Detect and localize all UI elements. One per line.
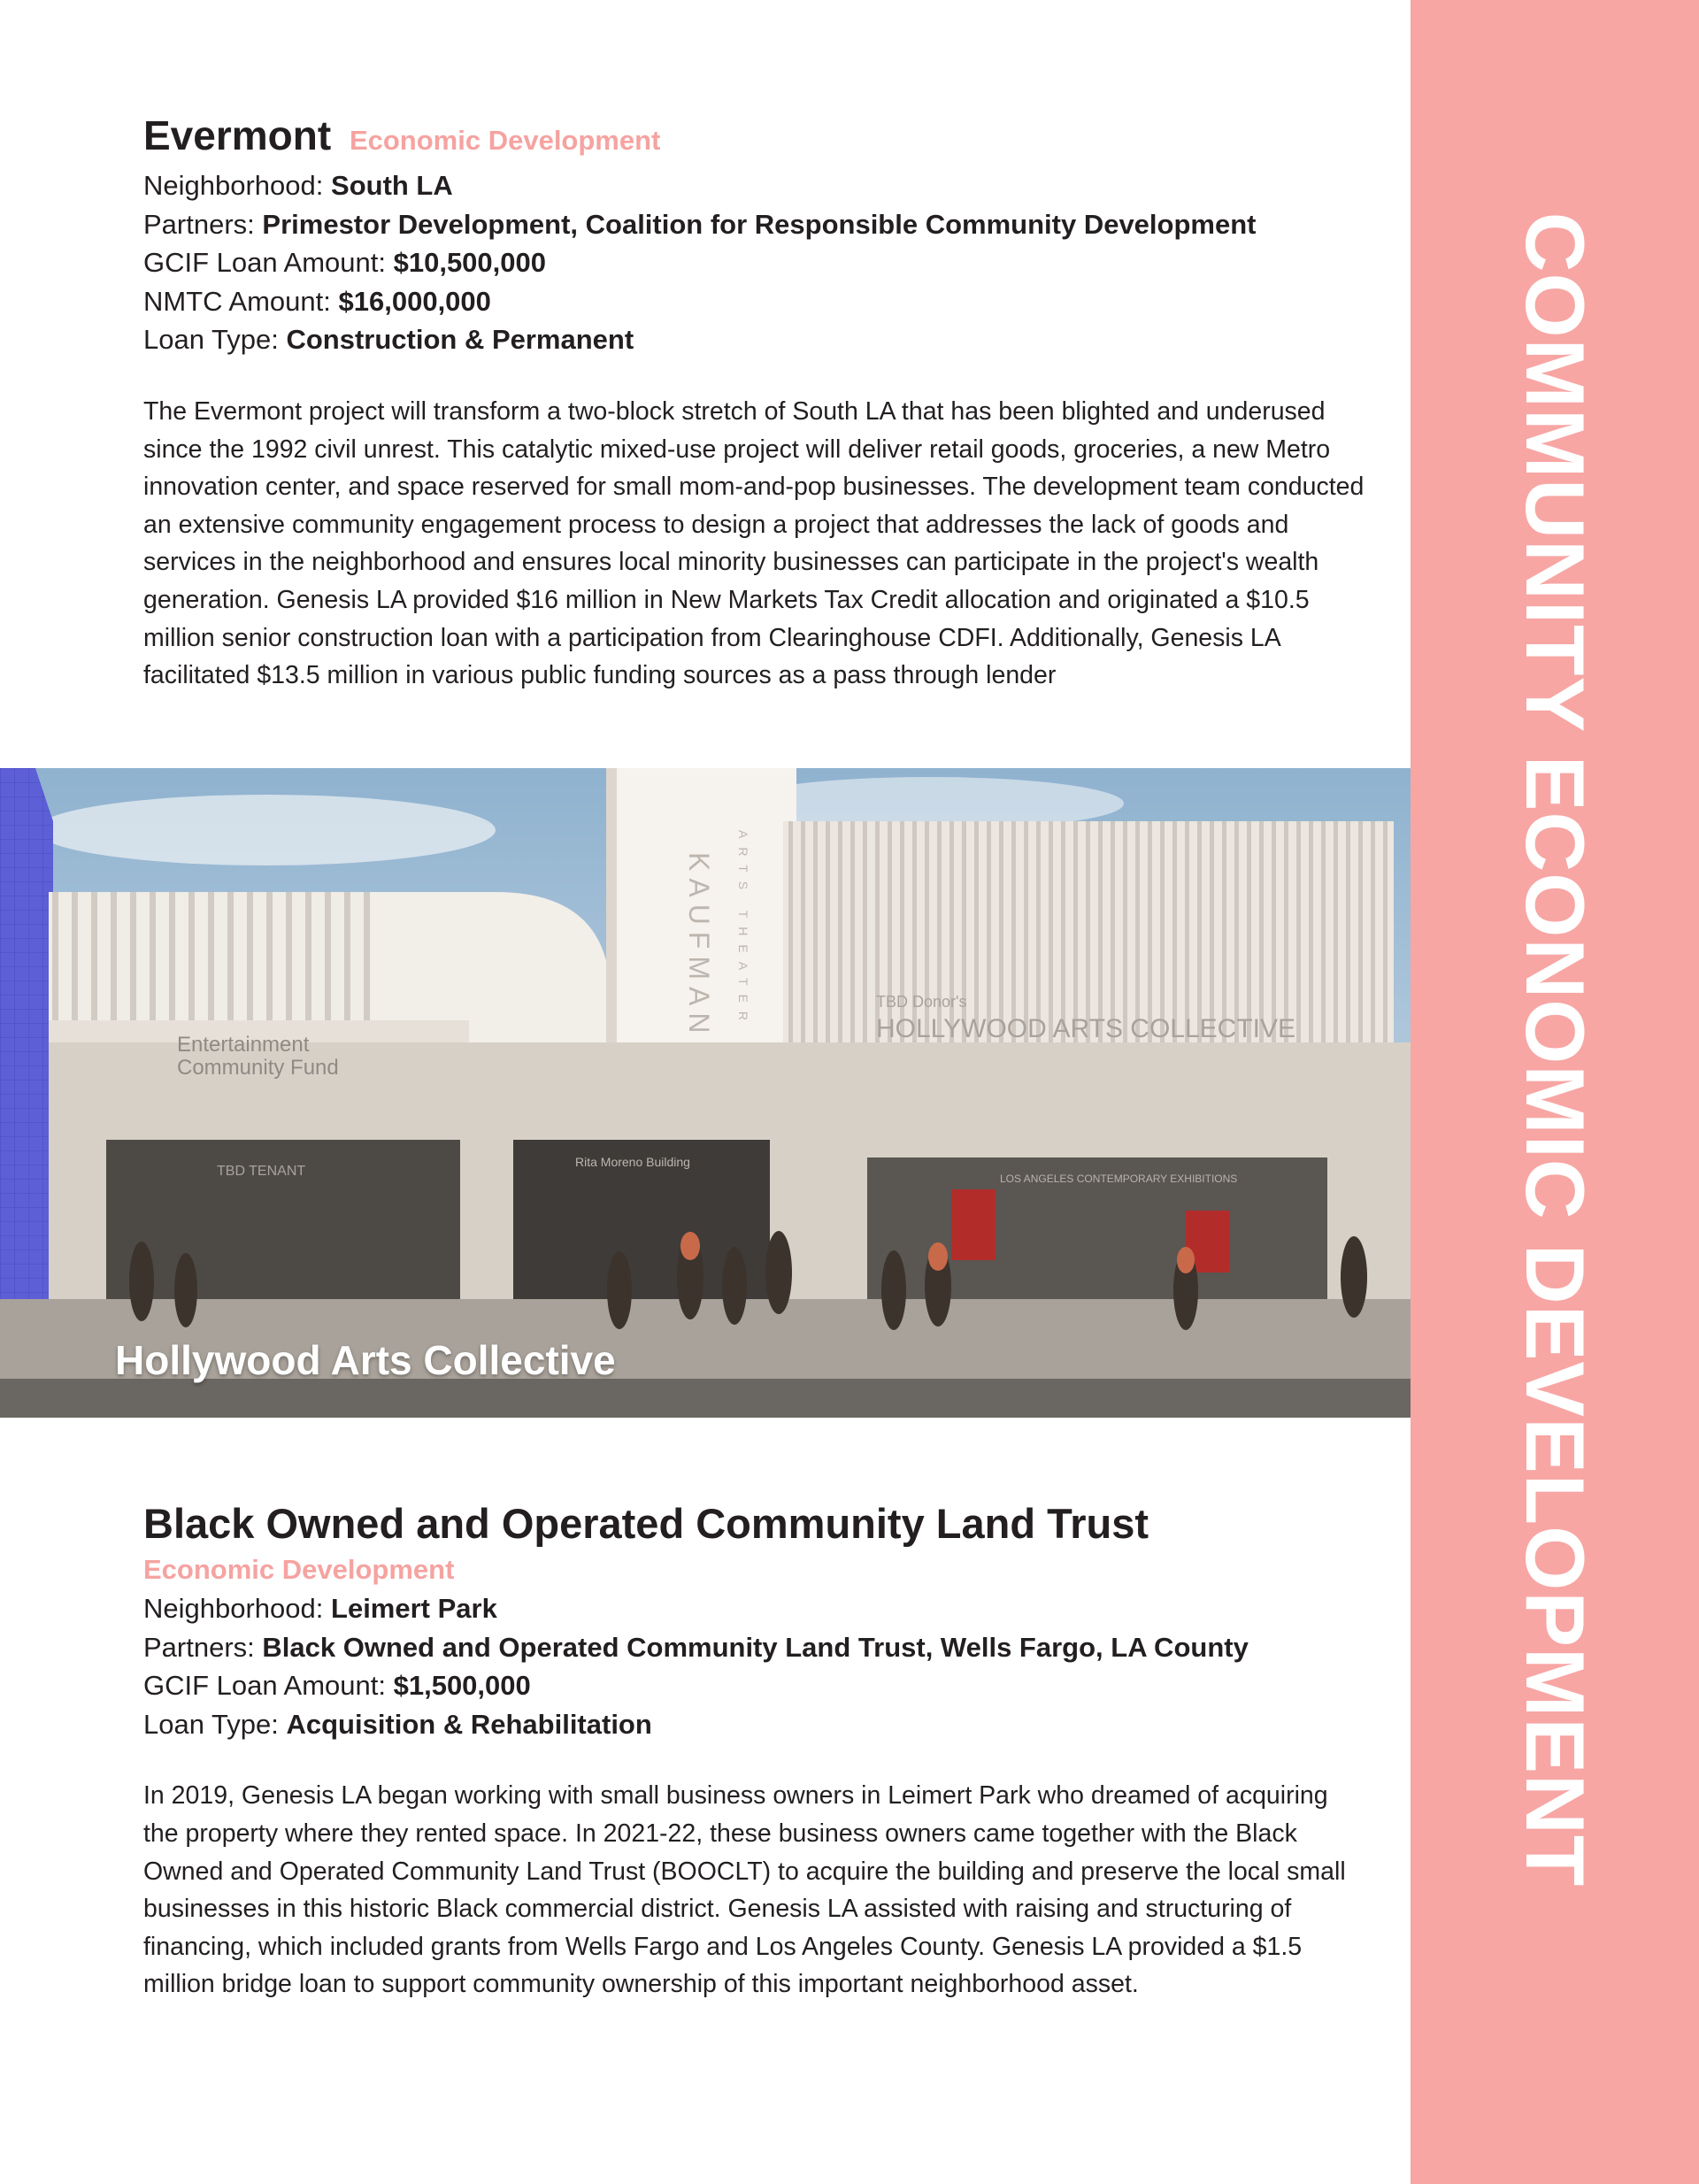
neighborhood-value: Leimert Park (331, 1593, 497, 1624)
sign-kaufman: KAUFMAN (683, 852, 715, 1041)
loan-amount-value: $1,500,000 (393, 1670, 531, 1702)
partners-line: Partners: Black Owned and Operated Community Land Trust, Wells Fargo, LA County (143, 1631, 1249, 1663)
sign-donors: TBD Donor's (876, 993, 967, 1011)
building-illustration (0, 768, 1411, 1418)
sign-tenant: TBD TENANT (217, 1164, 306, 1179)
loan-type-value: Construction & Permanent (286, 324, 634, 356)
neighborhood-value: South LA (331, 170, 453, 201)
partners-line: Partners: Primestor Development, Coalition for Responsible Community Development (143, 208, 1257, 240)
sign-arts-theater: ARTS THEATER (736, 830, 750, 1030)
project-title: Black Owned and Operated Community Land Trust (143, 1500, 1149, 1547)
sign-hollywood-arts-collective: HOLLYWOOD ARTS COLLECTIVE (876, 1014, 1296, 1043)
loan-amount-value: $10,500,000 (393, 247, 547, 279)
partners-value: Black Owned and Operated Community Land Trust, Wells Fargo, LA County (262, 1631, 1249, 1663)
loan-type-line: Loan Type: Acquisition & Rehabilitation (143, 1708, 652, 1740)
project-category: Economic Development (349, 125, 661, 156)
sign-entertainment: Entertainment (177, 1033, 310, 1057)
project-title: Evermont (143, 112, 332, 158)
sidebar-title: COMMUNITY ECONOMIC DEVELOPMENT (1509, 211, 1602, 1888)
nmtc-amount-value: $16,000,000 (338, 285, 491, 317)
loan-amount-line: GCIF Loan Amount: $10,500,000 (143, 247, 547, 279)
sign-rita-moreno: Rita Moreno Building (575, 1155, 690, 1169)
loan-amount-line: GCIF Loan Amount: $1,500,000 (143, 1670, 531, 1702)
sign-lace: LOS ANGELES CONTEMPORARY EXHIBITIONS (1000, 1173, 1238, 1185)
project-evermont (143, 110, 1365, 695)
neighborhood-line: Neighborhood: South LA (143, 170, 453, 201)
project-header (143, 110, 1365, 166)
project-booclt (143, 1497, 1365, 2003)
project-description: In 2019, Genesis LA began working with small business owners in Leimert Park who dreamed of acquiring the property where they rented space. In 2021-22, these business owners came together with the Black Owned and Operated Community Land Trust (BOOCLT) to acquire the building and preserve the local small businesses in this historic Black commercial district. Genesis LA assisted with raising and structuring of financing, which included grants from Wells Fargo and Los Angeles County. Genesis LA provided a $1.5 million bridge loan to support community ownership of this important neighborhood asset. (143, 1781, 1346, 1999)
loan-type-value: Acquisition & Rehabilitation (286, 1708, 652, 1740)
partners-value: Primestor Development, Coalition for Responsible Community Development (262, 208, 1257, 240)
project-description: The Evermont project will transform a two-block stretch of South LA that has been blighted and underused since the 1992 civil unrest. This catalytic mixed-use project will deliver retail goods, groceries, a new Metro innovation center, and space reserved for small mom-and-pop businesses. The development team conducted an extensive community engagement process to design a project that addresses the lack of goods and services in the neighborhood and ensures local minority businesses can participate in the project's wealth generation. Genesis LA provided $16 million in New Markets Tax Credit allocation and originated a $10.5 million senior construction loan with a participation from Clearinghouse CDFI. Additionally, Genesis LA facilitated $13.5 million in various public funding sources as a pass through lender (143, 396, 1365, 690)
project-category: Economic Development (143, 1554, 455, 1585)
photo-caption: Hollywood Arts Collective (115, 1337, 616, 1383)
hollywood-arts-collective-photo (0, 768, 1411, 1418)
loan-type-line: Loan Type: Construction & Permanent (143, 324, 634, 356)
neighborhood-line: Neighborhood: Leimert Park (143, 1593, 497, 1624)
nmtc-amount-line: NMTC Amount: $16,000,000 (143, 285, 491, 317)
sign-community-fund: Community Fund (177, 1056, 339, 1080)
